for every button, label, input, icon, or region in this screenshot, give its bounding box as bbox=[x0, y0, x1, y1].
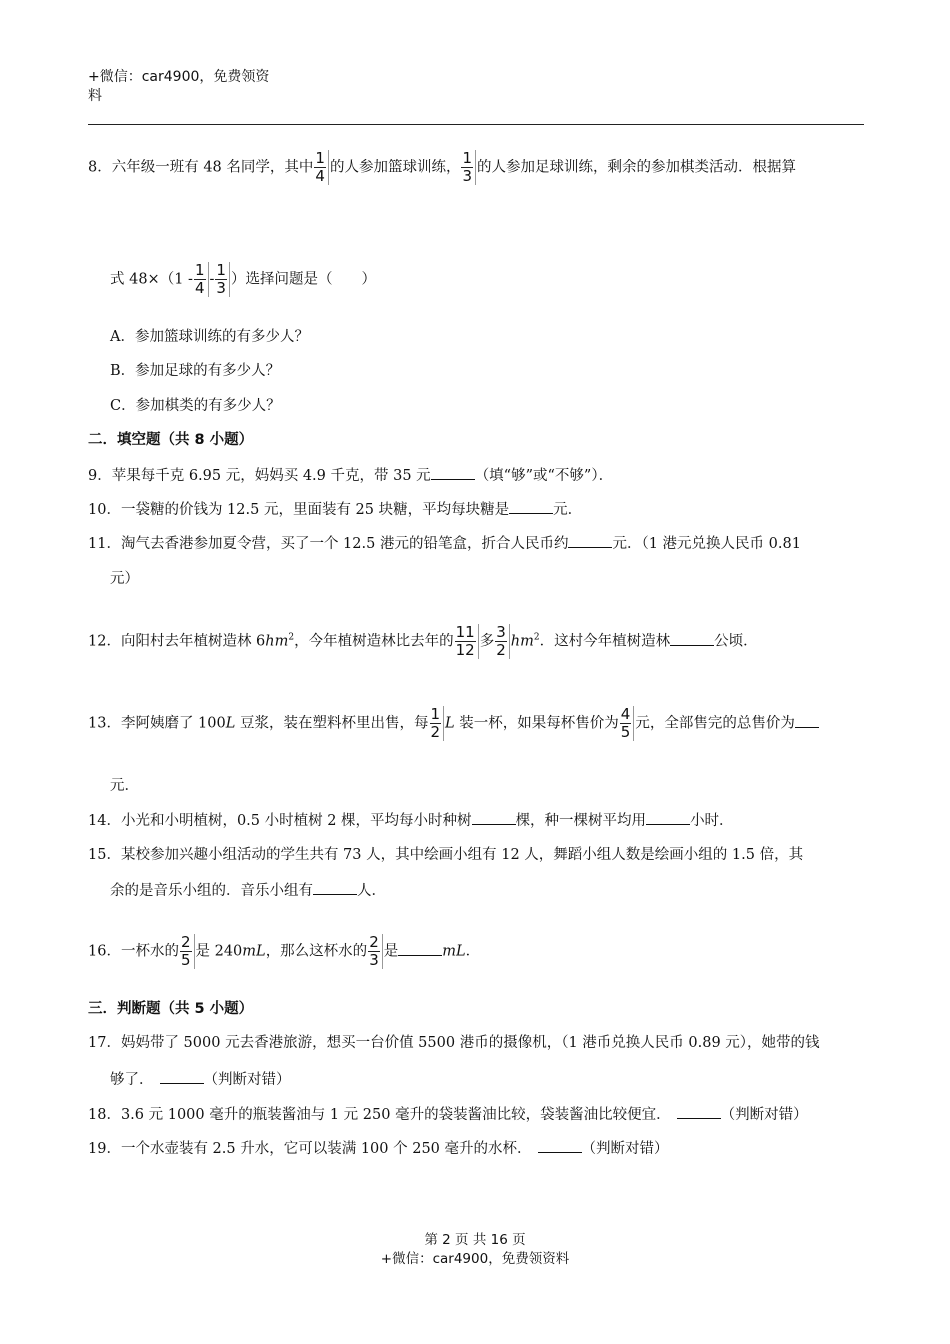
q8-text3: 的人参加足球训练，剩余的参加棋类活动．根据算 bbox=[477, 159, 796, 176]
q10-answer-blank[interactable] bbox=[509, 499, 553, 514]
q13-frac2: $\frac{4}{5}$ bbox=[620, 706, 635, 741]
q8-formula-frac2: $\frac{1}{3}$ bbox=[215, 262, 230, 297]
q12-frac2: $\frac{3}{2}$ bbox=[495, 624, 510, 659]
q18-answer-blank[interactable] bbox=[677, 1104, 721, 1119]
q14: 14．小光和小明植树，0.5 小时植树 2 棵，平均每小时种树 棵，种一棵树平均用 小时． bbox=[88, 810, 734, 831]
section-2-title: 二．填空题（共 8 小题） bbox=[88, 432, 254, 448]
footer-watermark: +微信：car4900，免费领资料 bbox=[380, 1251, 570, 1267]
q8-frac1: $\frac{1}{4}$ bbox=[314, 150, 329, 185]
q15-line1: 15．某校参加兴趣小组活动的学生共有 73 人，其中绘画小组有 12 人，舞蹈小组人数是绘画小组的 1.5 倍，其 bbox=[88, 847, 804, 863]
q18: 18．3.6 元 1000 毫升的瓶装酱油与 1 元 250 毫升的袋装酱油比较，袋装酱油比较便宜． （判断对错） bbox=[88, 1104, 808, 1125]
q13-line2: 元． bbox=[110, 778, 139, 794]
q12-answer-blank[interactable] bbox=[670, 631, 714, 646]
q8-text2: 的人参加篮球训练， bbox=[329, 159, 461, 176]
section-3-title: 三．判断题（共 5 小题） bbox=[88, 1001, 254, 1017]
q15-line2: 余的是音乐小组的．音乐小组有 人． bbox=[110, 880, 386, 901]
q15-answer-blank[interactable] bbox=[313, 880, 357, 895]
q17-line1: 17．妈妈带了 5000 元去香港旅游，想买一台价值 5500 港币的摄像机，（1 港币兑换人民币 0.89 元），她带的钱 bbox=[88, 1035, 820, 1051]
q16: 16．一杯水的 $\frac{2}{5}$ 是 240mL，那么这杯水的 $\frac{2}{3}$ 是 mL． bbox=[88, 933, 481, 969]
q9-answer-blank[interactable] bbox=[431, 465, 475, 480]
q8-option-a[interactable]: A．参加篮球训练的有多少人？ bbox=[110, 329, 309, 345]
q13-answer-blank[interactable] bbox=[795, 713, 819, 728]
header-watermark-line2: 料 bbox=[88, 88, 102, 104]
q10: 10．一袋糖的价钱为 12.5 元，里面装有 25 块糖，平均每块糖是 元． bbox=[88, 499, 582, 520]
q8-option-c[interactable]: C．参加棋类的有多少人？ bbox=[110, 398, 281, 414]
header-watermark bbox=[88, 68, 288, 106]
q16-answer-blank[interactable] bbox=[398, 941, 442, 956]
q13: 13．李阿姨磨了 100L 豆浆，装在塑料杯里出售，每 $\frac{1}{2}$ L 装一杯，如果每杯售价为 $\frac{4}{5}$ 元，全部售完的总售价为 bbox=[88, 706, 819, 741]
header-rule bbox=[88, 124, 864, 125]
q14-answer-blank-1[interactable] bbox=[472, 810, 516, 825]
q12: 12．向阳村去年植树造林 $6hm^2$，今年植树造林比去年的 $\frac{11}{12}$ 多 $\frac{3}{2}$ $hm^2$．这村今年植树造林 公顷． bbox=[88, 623, 758, 659]
footer-page-number: 第 2 页 共 16 页 bbox=[424, 1232, 526, 1248]
q11-line2: 元） bbox=[110, 571, 139, 587]
q17-answer-blank[interactable] bbox=[160, 1069, 204, 1084]
q8-formula-frac1: $\frac{1}{4}$ bbox=[194, 262, 209, 297]
q16-frac2: $\frac{2}{3}$ bbox=[368, 934, 383, 969]
q8-frac2: $\frac{1}{3}$ bbox=[461, 150, 476, 185]
q8-option-b[interactable]: B．参加足球的有多少人？ bbox=[110, 363, 281, 379]
q12-frac1: $\frac{11}{12}$ bbox=[455, 624, 479, 659]
q14-answer-blank-2[interactable] bbox=[646, 810, 690, 825]
q11-answer-blank[interactable] bbox=[568, 533, 612, 548]
q19: 19．一个水壶装有 2.5 升水，它可以装满 100 个 250 毫升的水杯． （判断对错） bbox=[88, 1138, 669, 1159]
q8-formula: 式 48×（1 - $\frac{1}{4}$ - $\frac{1}{3}$ ）选择问题是（ ） bbox=[110, 261, 376, 297]
header-watermark-line1: +微信：car4900，免费领资 bbox=[88, 69, 270, 85]
q16-frac1: $\frac{2}{5}$ bbox=[180, 934, 195, 969]
q8-line1 bbox=[88, 150, 796, 185]
q9: 9．苹果每千克 6.95 元，妈妈买 4.9 千克，带 35 元 （填“够”或“不够”）． bbox=[88, 465, 613, 486]
q8-text1: 8．六年级一班有 48 名同学，其中 bbox=[88, 159, 314, 176]
q11: 11．淘气去香港参加夏令营，买了一个 12.5 港元的铅笔盒，折合人民币约 元．（1 港元兑换人民币 0.81 bbox=[88, 533, 801, 554]
q17-line2: 够了． （判断对错） bbox=[110, 1069, 291, 1090]
q13-frac1: $\frac{1}{2}$ bbox=[430, 706, 445, 741]
q19-answer-blank[interactable] bbox=[538, 1138, 582, 1153]
